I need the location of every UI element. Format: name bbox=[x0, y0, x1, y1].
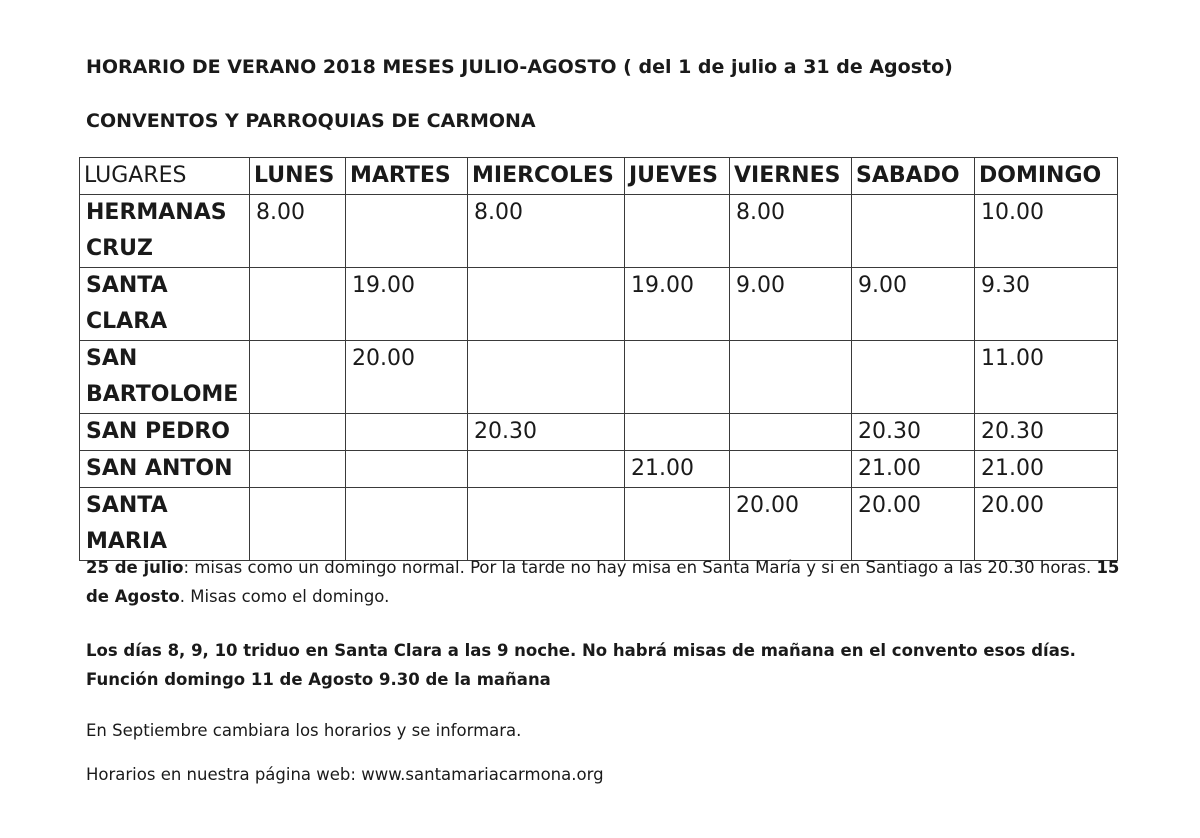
note-triduo-line1: Los días 8, 9, 10 triduo en Santa Clara a las 9 noche. No habrá misas de mañana en el convento esos días. bbox=[86, 641, 1076, 660]
place-name: SAN PEDRO bbox=[80, 414, 250, 451]
time-cell bbox=[625, 488, 730, 561]
time-cell bbox=[730, 341, 852, 414]
note-text-25-julio: : misas como un domingo normal. Por la tarde no hay misa en Santa María y si en Santiago a las 20.30 horas. bbox=[183, 558, 1097, 577]
time-cell: 20.00 bbox=[975, 488, 1118, 561]
note-web: Horarios en nuestra página web: www.santamariacarmona.org bbox=[86, 765, 604, 784]
time-cell bbox=[250, 341, 346, 414]
header-jueves: JUEVES bbox=[625, 158, 730, 195]
schedule-table bbox=[79, 157, 1118, 561]
header-domingo: DOMINGO bbox=[975, 158, 1118, 195]
time-cell: 20.00 bbox=[852, 488, 975, 561]
time-cell bbox=[730, 451, 852, 488]
header-viernes: VIERNES bbox=[730, 158, 852, 195]
page-subtitle: CONVENTOS Y PARROQUIAS DE CARMONA bbox=[86, 110, 536, 132]
table-header-row bbox=[80, 158, 1118, 195]
time-cell bbox=[346, 451, 468, 488]
time-cell bbox=[346, 195, 468, 268]
time-cell: 8.00 bbox=[468, 195, 625, 268]
time-cell bbox=[250, 488, 346, 561]
time-cell: 9.00 bbox=[852, 268, 975, 341]
table-row bbox=[80, 341, 1118, 414]
time-cell bbox=[250, 414, 346, 451]
time-cell: 19.00 bbox=[346, 268, 468, 341]
time-cell bbox=[730, 414, 852, 451]
header-martes: MARTES bbox=[346, 158, 468, 195]
time-cell: 19.00 bbox=[625, 268, 730, 341]
note-septiembre: En Septiembre cambiara los horarios y se informara. bbox=[86, 721, 522, 740]
time-cell bbox=[250, 268, 346, 341]
table-row bbox=[80, 451, 1118, 488]
note-triduo bbox=[86, 636, 1126, 694]
time-cell: 10.00 bbox=[975, 195, 1118, 268]
place-name: SANTA CLARA bbox=[80, 268, 250, 341]
time-cell: 20.30 bbox=[975, 414, 1118, 451]
table-row bbox=[80, 195, 1118, 268]
time-cell: 20.30 bbox=[852, 414, 975, 451]
time-cell bbox=[852, 341, 975, 414]
time-cell bbox=[625, 195, 730, 268]
time-cell: 11.00 bbox=[975, 341, 1118, 414]
place-name: SAN ANTON bbox=[80, 451, 250, 488]
time-cell bbox=[468, 268, 625, 341]
header-lugares: LUGARES bbox=[80, 158, 250, 195]
note-funcion-line: Función domingo 11 de Agosto 9.30 de la mañana bbox=[86, 670, 551, 689]
place-name: SAN BARTOLOME bbox=[80, 341, 250, 414]
time-cell: 20.30 bbox=[468, 414, 625, 451]
time-cell: 21.00 bbox=[625, 451, 730, 488]
time-cell bbox=[468, 341, 625, 414]
time-cell: 21.00 bbox=[852, 451, 975, 488]
note-text-15-agosto: . Misas como el domingo. bbox=[179, 587, 390, 606]
place-name: SANTA MARIA bbox=[80, 488, 250, 561]
time-cell: 21.00 bbox=[975, 451, 1118, 488]
header-miercoles: MIERCOLES bbox=[468, 158, 625, 195]
time-cell bbox=[625, 341, 730, 414]
time-cell bbox=[250, 451, 346, 488]
note-date-15-agosto: 15 de Agosto bbox=[86, 558, 1120, 606]
header-lunes: LUNES bbox=[250, 158, 346, 195]
table-row bbox=[80, 414, 1118, 451]
time-cell bbox=[468, 488, 625, 561]
time-cell: 9.00 bbox=[730, 268, 852, 341]
header-sabado: SABADO bbox=[852, 158, 975, 195]
time-cell bbox=[346, 488, 468, 561]
table-row bbox=[80, 488, 1118, 561]
time-cell: 20.00 bbox=[730, 488, 852, 561]
note-date-25-julio: 25 de julio bbox=[86, 558, 184, 577]
time-cell bbox=[625, 414, 730, 451]
time-cell bbox=[852, 195, 975, 268]
time-cell: 9.30 bbox=[975, 268, 1118, 341]
note-25-julio bbox=[86, 553, 1126, 611]
time-cell bbox=[346, 414, 468, 451]
time-cell bbox=[468, 451, 625, 488]
table-row bbox=[80, 268, 1118, 341]
time-cell: 8.00 bbox=[730, 195, 852, 268]
time-cell: 20.00 bbox=[346, 341, 468, 414]
time-cell: 8.00 bbox=[250, 195, 346, 268]
place-name: HERMANAS CRUZ bbox=[80, 195, 250, 268]
page-title: HORARIO DE VERANO 2018 MESES JULIO-AGOSTO ( del 1 de julio a 31 de Agosto) bbox=[86, 56, 953, 78]
